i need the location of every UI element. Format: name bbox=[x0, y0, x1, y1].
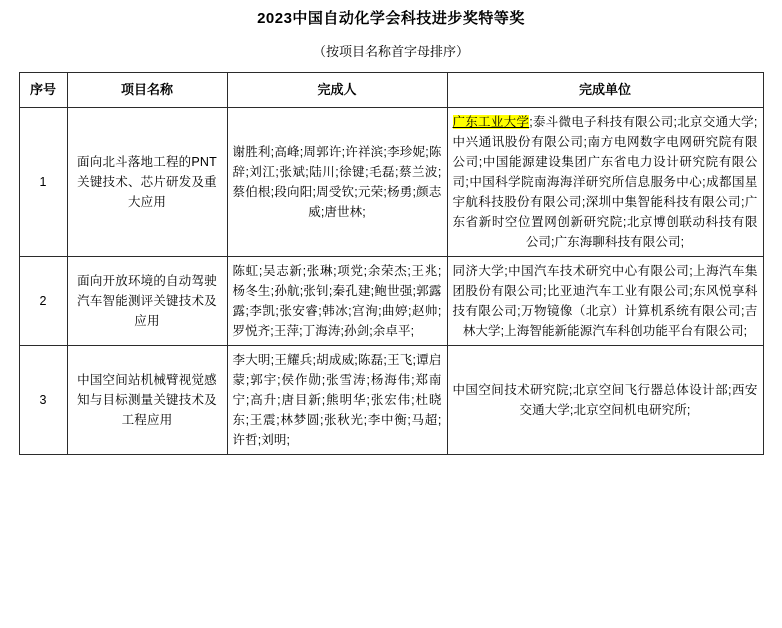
project-people: 陈虹;吴志新;张琳;项党;余荣杰;王兆;杨冬生;孙航;张钊;秦孔建;鲍世强;郭露露;李凯;张安睿;韩冰;宫洵;曲婷;赵帅;罗悦齐;王萍;丁海涛;孙剑;余卓平; bbox=[227, 257, 447, 346]
column-header-project: 项目名称 bbox=[67, 73, 227, 108]
column-header-org: 完成单位 bbox=[447, 73, 763, 108]
row-number: 3 bbox=[19, 346, 67, 455]
column-header-no: 序号 bbox=[19, 73, 67, 108]
project-people: 谢胜利;高峰;周郭许;许祥滨;李珍妮;陈辞;刘江;张斌;陆川;徐键;毛磊;蔡兰波;蔡伯根;段向阳;周受钦;元荣;杨勇;颜志威;唐世林; bbox=[227, 108, 447, 257]
project-name: 面向开放环境的自动驾驶汽车智能测评关键技术及应用 bbox=[67, 257, 227, 346]
table-row bbox=[19, 108, 763, 257]
table-row bbox=[19, 257, 763, 346]
table-header-row bbox=[19, 73, 763, 108]
project-organizations bbox=[447, 108, 763, 257]
page-subtitle: （按项目名称首字母排序） bbox=[312, 44, 469, 59]
table-row bbox=[19, 346, 763, 455]
row-number: 1 bbox=[19, 108, 67, 257]
highlighted-organization: 广东工业大学 bbox=[452, 115, 530, 129]
award-table bbox=[19, 72, 764, 455]
organization-rest: ;泰斗微电子科技有限公司;北京交通大学;中兴通讯股份有限公司;南方电网数字电网研究院有限公司;中国能源建设集团广东省电力设计研究院有限公司;中国科学院南海海洋研究所信息服务中心;成都国星宇航科技股份有限公司;深圳中集智能科技有限公司;广东省新时空位置网创新研究院;北京博创联动科技有限公司;广东海聊科技有限公司; bbox=[452, 115, 758, 249]
column-header-people: 完成人 bbox=[227, 73, 447, 108]
project-people: 李大明;王耀兵;胡成威;陈磊;王飞;谭启蒙;郭宇;侯作勋;张雪涛;杨海伟;郑南宁;高升;唐目新;熊明华;张宏伟;杜晓东;王震;林梦圆;张秋光;李中衡;马超;许哲;刘明; bbox=[227, 346, 447, 455]
row-number: 2 bbox=[19, 257, 67, 346]
project-name: 面向北斗落地工程的PNT关键技术、芯片研发及重大应用 bbox=[67, 108, 227, 257]
page-title: 2023中国自动化学会科技进步奖特等奖 bbox=[257, 10, 525, 27]
project-name: 中国空间站机械臂视觉感知与目标测量关键技术及工程应用 bbox=[67, 346, 227, 455]
project-organizations: 同济大学;中国汽车技术研究中心有限公司;上海汽车集团股份有限公司;比亚迪汽车工业有限公司;东风悦享科技有限公司;万物镜像（北京）计算机系统有限公司;吉林大学;上海智能新能源汽车科创功能平台有限公司; bbox=[447, 257, 763, 346]
document-page bbox=[0, 9, 782, 455]
project-organizations: 中国空间技术研究院;北京空间飞行器总体设计部;西安交通大学;北京空间机电研究所; bbox=[447, 346, 763, 455]
